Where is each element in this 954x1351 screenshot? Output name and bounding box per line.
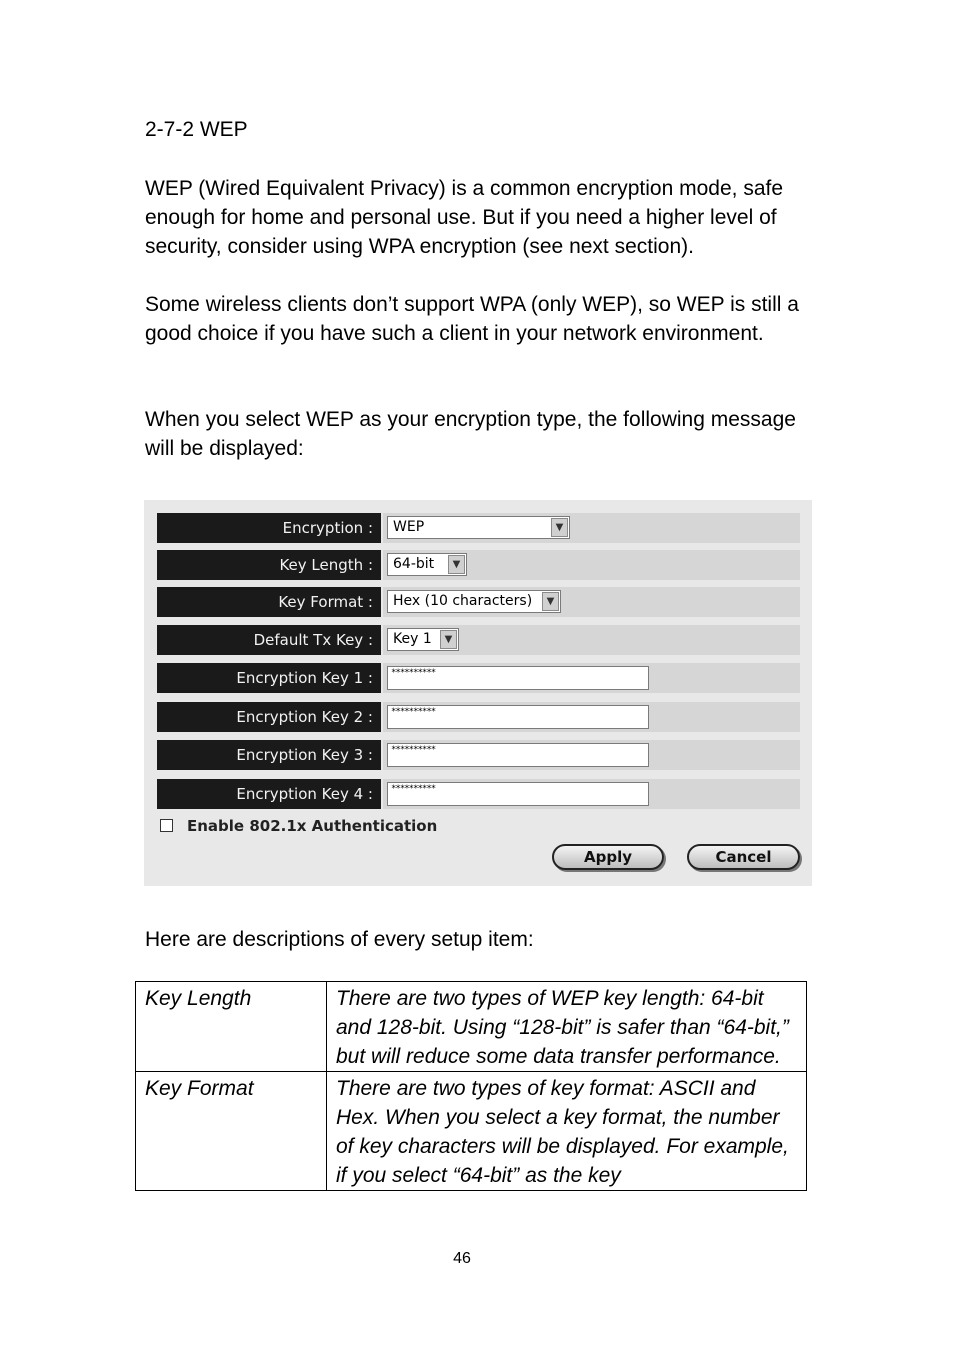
enable-8021x-checkbox[interactable] [160,819,173,832]
key-length-row [157,550,800,580]
encryption-row [157,513,800,543]
encryption-key-2-row [157,702,800,732]
compatibility-paragraph: Some wireless clients don’t support WPA (only WEP), so WEP is still a good choice if you have such a client in your network environment. [145,293,799,345]
description-cell: There are two types of WEP key length: 64-bit and 128-bit. Using “128-bit” is safer than “64-bit,” but will reduce some data transfer performance. [327,982,807,1072]
encryption-key-1-input[interactable]: ********** [387,666,649,690]
wep-settings-panel [144,500,812,886]
default-tx-key-row [157,625,800,655]
setup-item-table [135,981,807,1191]
descriptions-intro: Here are descriptions of every setup item: [145,928,534,951]
enable-8021x-label: Enable 802.1x Authentication [187,817,438,835]
encryption-key-1-label: Encryption Key 1 : [157,663,381,693]
chevron-down-icon: ▼ [551,518,568,537]
encryption-key-4-row [157,779,800,809]
key-format-row [157,587,800,617]
cancel-button[interactable]: Cancel [687,844,800,870]
intro-paragraph: WEP (Wired Equivalent Privacy) is a common encryption mode, safe enough for home and personal use. But if you need a higher level of security, consider using WPA encryption (see next section). [145,177,784,258]
table-row [136,1072,807,1191]
key-length-label: Key Length : [157,550,381,580]
screenshot-intro-paragraph: When you select WEP as your encryption type, the following message will be displayed: [145,408,796,460]
default-tx-key-select[interactable]: Key 1 ▼ [387,628,459,651]
chevron-down-icon: ▼ [542,592,559,611]
encryption-key-3-label: Encryption Key 3 : [157,740,381,770]
key-format-label: Key Format : [157,587,381,617]
key-length-select[interactable]: 64-bit ▼ [387,553,467,576]
page-number: 46 [453,1250,471,1267]
encryption-select[interactable]: WEP ▼ [387,516,570,539]
encryption-key-4-label: Encryption Key 4 : [157,779,381,809]
encryption-key-4-input[interactable]: ********** [387,782,649,806]
chevron-down-icon: ▼ [440,630,457,649]
term-cell: Key Format [136,1072,327,1191]
chevron-down-icon: ▼ [448,555,465,574]
default-tx-key-label: Default Tx Key : [157,625,381,655]
section-heading: 2-7-2 WEP [145,118,248,141]
description-cell: There are two types of key format: ASCII and Hex. When you select a key format, the number of key characters will be displayed. For example, if you select “64-bit” as the key [327,1072,807,1191]
encryption-key-3-row [157,740,800,770]
table-row [136,982,807,1072]
apply-button[interactable]: Apply [552,844,664,870]
encryption-key-2-label: Encryption Key 2 : [157,702,381,732]
encryption-key-3-input[interactable]: ********** [387,743,649,767]
key-format-select[interactable]: Hex (10 characters) ▼ [387,590,561,613]
encryption-key-1-row [157,663,800,693]
encryption-label: Encryption : [157,513,381,543]
term-cell: Key Length [136,982,327,1072]
encryption-key-2-input[interactable]: ********** [387,705,649,729]
